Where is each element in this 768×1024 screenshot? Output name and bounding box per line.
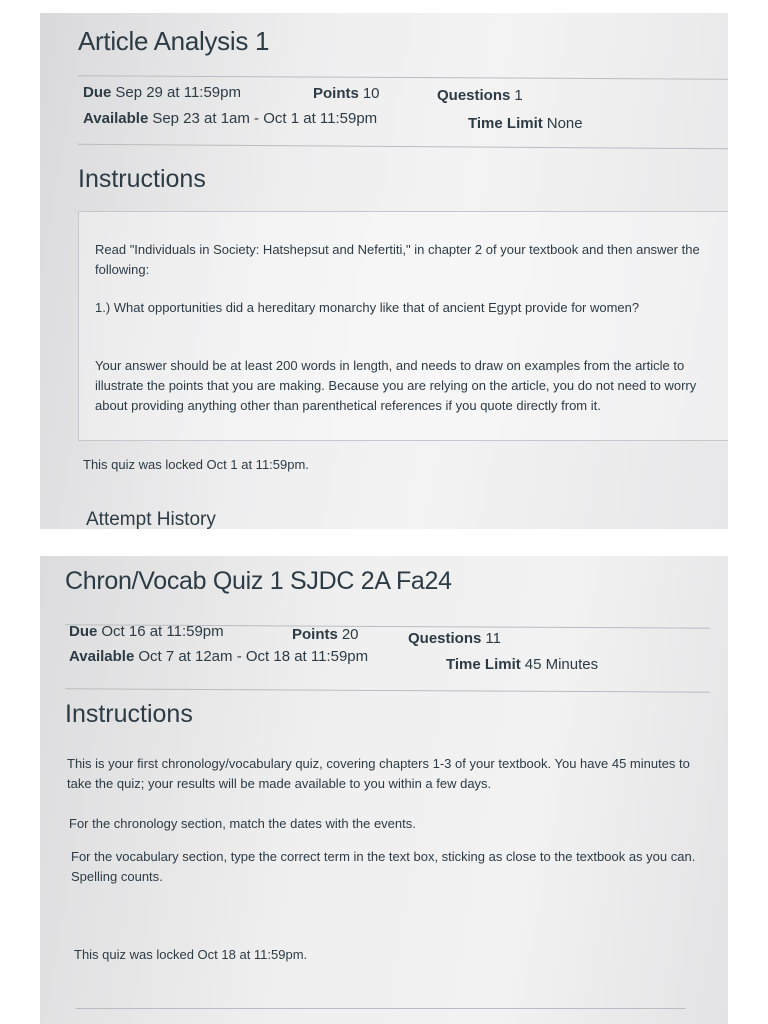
points <box>292 626 359 643</box>
locked-notice: This quiz was locked Oct 1 at 11:59pm. <box>83 457 309 472</box>
instructions-heading: Instructions <box>65 700 193 728</box>
divider <box>65 688 710 692</box>
availability <box>69 648 368 665</box>
due-date <box>83 84 241 101</box>
due-value: Sep 29 at 11:59pm <box>115 84 241 101</box>
quiz-title: Article Analysis 1 <box>78 26 270 56</box>
due-label: Due <box>69 623 98 640</box>
attempt-history-heading: Attempt History <box>86 509 216 529</box>
points-label: Points <box>313 85 359 102</box>
questions <box>437 87 523 104</box>
instructions-paragraph: For the chronology section, match the dates with the events. <box>69 816 416 831</box>
availability <box>83 110 377 127</box>
questions-label: Questions <box>408 630 482 647</box>
quiz-screenshot-article-analysis <box>40 13 728 529</box>
points-value: 10 <box>362 85 380 102</box>
questions-label: Questions <box>437 87 511 104</box>
questions <box>408 630 501 647</box>
divider <box>78 75 728 79</box>
due-value: Oct 16 at 11:59pm <box>101 623 224 640</box>
due-date <box>69 623 224 640</box>
time-limit-value: None <box>546 115 583 132</box>
instructions-paragraph: Read "Individuals in Society: Hatshepsut and Nefertiti," in chapter 2 of your textbook and then answer the following: <box>95 242 700 277</box>
due-label: Due <box>83 84 112 101</box>
time-limit-label: Time Limit <box>446 656 521 673</box>
time-limit <box>446 656 598 673</box>
available-value: Sep 23 at 1am - Oct 1 at 11:59pm <box>152 110 378 127</box>
instructions-paragraph: For the vocabulary section, type the correct term in the text box, sticking as close to the textbook as you can. Spelling counts. <box>71 849 696 884</box>
quiz-title: Chron/Vocab Quiz 1 SJDC 2A Fa24 <box>65 567 452 595</box>
instructions-paragraph: Your answer should be at least 200 words in length, and needs to draw on examples from the article to illustrate the points that you are making. Because you are relying on the article, you do not need to worry about providing anything other than parenthetical references if you quote directly from it. <box>95 358 697 413</box>
available-label: Available <box>69 648 135 665</box>
available-value: Oct 7 at 12am - Oct 18 at 11:59pm <box>138 648 369 665</box>
locked-notice: This quiz was locked Oct 18 at 11:59pm. <box>74 947 308 962</box>
points-label: Points <box>292 626 338 643</box>
divider <box>78 144 728 150</box>
instructions-paragraph: This is your first chronology/vocabulary quiz, covering chapters 1-3 of your textbook. You have 45 minutes to take the quiz; your results will be made available to you within a few days. <box>67 756 690 791</box>
time-limit <box>468 115 583 132</box>
instructions-heading: Instructions <box>78 165 206 193</box>
instructions-box <box>78 211 728 441</box>
time-limit-label: Time Limit <box>468 115 543 132</box>
divider <box>76 1008 686 1009</box>
instructions-question: 1.) What opportunities did a hereditary monarchy like that of ancient Egypt provide for women? <box>95 300 640 315</box>
points <box>313 85 380 102</box>
questions-value: 11 <box>485 630 501 647</box>
questions-value: 1 <box>514 87 523 104</box>
quiz-screenshot-chron-vocab <box>40 556 728 1024</box>
time-limit-value: 45 Minutes <box>524 656 599 673</box>
available-label: Available <box>83 110 149 127</box>
points-value: 20 <box>341 626 359 643</box>
